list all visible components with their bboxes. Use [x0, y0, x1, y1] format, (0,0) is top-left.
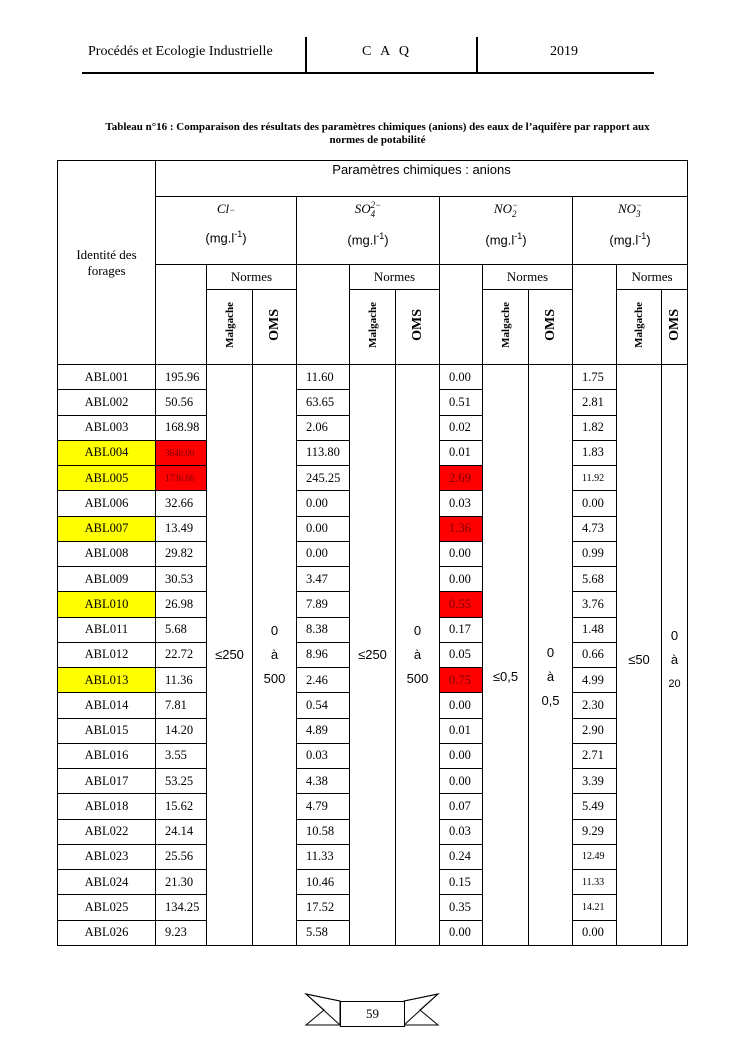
unit-text: (mg.l	[485, 232, 515, 248]
header-center-label: C A Q	[362, 44, 413, 59]
param-header	[573, 197, 688, 265]
oms-norm	[529, 365, 573, 946]
borehole-id: ABL018	[58, 794, 156, 819]
oms-norm-line: 0	[670, 627, 679, 643]
formula-base: NO	[617, 201, 637, 216]
param-formula	[156, 201, 296, 217]
param-header	[440, 197, 573, 265]
no2-value: 0.03	[440, 819, 483, 844]
so4-value: 2.06	[297, 415, 350, 440]
oms-norm-line: 0	[413, 622, 422, 638]
cl-value: 11.36	[156, 668, 207, 693]
cl-value: 195.96	[156, 365, 207, 390]
so4-value: 4.38	[297, 769, 350, 794]
borehole-id: ABL012	[58, 642, 156, 667]
so4-value: 10.46	[297, 870, 350, 895]
borehole-id: ABL010	[58, 592, 156, 617]
no3-value: 0.00	[573, 491, 617, 516]
oms-header	[253, 290, 297, 365]
formula-charge: 2−	[370, 200, 382, 211]
no3-value: 11.33	[573, 870, 617, 895]
unit-text: )	[384, 232, 389, 248]
borehole-id: ABL011	[58, 617, 156, 642]
oms-norm-line: 0	[546, 644, 555, 660]
so4-value: 11.33	[297, 844, 350, 869]
so4-value: 0.54	[297, 693, 350, 718]
malgache-header	[617, 290, 662, 365]
no2-value: 1.36	[440, 516, 483, 541]
cl-value: 168.98	[156, 415, 207, 440]
table-row	[58, 365, 688, 390]
oms-norm	[396, 365, 440, 946]
borehole-id: ABL014	[58, 693, 156, 718]
table-caption: Tableau n°16 : Comparaison des résultats des paramètres chimiques (anions) des eaux de l’aquifère par rapport aux normes de potabilité	[105, 121, 650, 146]
so4-value: 3.47	[297, 567, 350, 592]
no2-value: 0.00	[440, 743, 483, 768]
no2-value: 0.00	[440, 769, 483, 794]
no3-value: 11.92	[573, 466, 617, 491]
malgache-label: Malgache	[633, 302, 645, 348]
param-unit	[156, 229, 296, 245]
cl-value: 7.81	[156, 693, 207, 718]
oms-label: OMS	[542, 309, 558, 341]
param-header	[297, 197, 440, 265]
so4-value: 5.58	[297, 920, 350, 945]
borehole-id: ABL023	[58, 844, 156, 869]
borehole-id: ABL024	[58, 870, 156, 895]
malgache-norm-value: ≤250	[358, 646, 387, 662]
formula-subscript: 3	[636, 209, 641, 220]
formula-subscript: 2	[511, 209, 517, 220]
oms-norm	[662, 365, 688, 946]
no2-value: 2.69	[440, 466, 483, 491]
param-unit	[440, 231, 572, 247]
no2-value: 0.17	[440, 617, 483, 642]
cl-value: 29.82	[156, 541, 207, 566]
no3-value: 4.73	[573, 516, 617, 541]
anions-comparison-table	[57, 160, 688, 946]
no3-value: 1.83	[573, 440, 617, 465]
borehole-id: ABL025	[58, 895, 156, 920]
malgache-norm-value: ≤250	[215, 646, 244, 662]
so4-value: 11.60	[297, 365, 350, 390]
malgache-norm	[207, 365, 253, 946]
so4-value: 10.58	[297, 819, 350, 844]
borehole-id: ABL013	[58, 668, 156, 693]
no3-value: 5.68	[573, 567, 617, 592]
no2-value: 0.00	[440, 567, 483, 592]
param-unit	[573, 231, 687, 247]
id-column-header: Identité des forages	[58, 161, 156, 365]
oms-norm-line: à	[270, 646, 279, 662]
formula-charge: −	[636, 200, 643, 211]
malgache-norm	[617, 365, 662, 946]
no3-value: 12.49	[573, 844, 617, 869]
param-formula	[573, 201, 687, 219]
value-column-header	[297, 265, 350, 365]
oms-label: OMS	[409, 309, 425, 341]
borehole-id: ABL002	[58, 390, 156, 415]
no3-value: 5.49	[573, 794, 617, 819]
so4-value: 17.52	[297, 895, 350, 920]
oms-norm-line: 0	[270, 622, 279, 638]
group-header: Paramètres chimiques : anions	[156, 161, 688, 197]
borehole-id: ABL017	[58, 769, 156, 794]
oms-norm-line: à	[546, 668, 555, 684]
malgache-header	[483, 290, 529, 365]
borehole-id: ABL005	[58, 466, 156, 491]
formula-subscript: 4	[370, 209, 376, 220]
normes-header: Normes	[483, 265, 573, 290]
header-year: 2019	[550, 44, 578, 59]
cl-value: 5.68	[156, 617, 207, 642]
malgache-label: Malgache	[499, 302, 512, 348]
no2-value: 0.07	[440, 794, 483, 819]
malgache-norm	[483, 365, 529, 946]
oms-norm-line: 20	[668, 677, 681, 690]
malgache-label: Malgache	[223, 302, 236, 348]
no2-value: 0.01	[440, 440, 483, 465]
cl-value: 26.98	[156, 592, 207, 617]
param-formula	[440, 201, 572, 219]
no3-value: 0.66	[573, 642, 617, 667]
oms-norm-line: 0,5	[541, 692, 560, 708]
so4-value: 113.80	[297, 440, 350, 465]
so4-value: 7.89	[297, 592, 350, 617]
no3-value: 2.90	[573, 718, 617, 743]
unit-text: (mg.l	[205, 230, 235, 246]
page-number: 59	[340, 1001, 405, 1027]
unit-text: )	[522, 232, 527, 248]
param-unit	[297, 231, 439, 247]
so4-value: 245.25	[297, 466, 350, 491]
no2-value: 0.05	[440, 642, 483, 667]
cl-value: 30.53	[156, 567, 207, 592]
cl-value: 53.25	[156, 769, 207, 794]
cl-value: 3.55	[156, 743, 207, 768]
oms-header	[529, 290, 573, 365]
unit-exponent: -1	[514, 231, 523, 242]
cl-value: 24.14	[156, 819, 207, 844]
no2-value: 0.55	[440, 592, 483, 617]
cl-value: 25.56	[156, 844, 207, 869]
cl-value: 9.23	[156, 920, 207, 945]
no2-value: 0.00	[440, 541, 483, 566]
oms-label: OMS	[666, 309, 682, 341]
unit-text: (mg.l	[347, 232, 377, 248]
no2-value: 0.24	[440, 844, 483, 869]
no3-value: 1.75	[573, 365, 617, 390]
so4-value: 8.96	[297, 642, 350, 667]
formula-charge: −	[229, 204, 236, 215]
normes-header: Normes	[207, 265, 297, 290]
no3-value: 1.48	[573, 617, 617, 642]
no3-value: 14.21	[573, 895, 617, 920]
unit-exponent: -1	[234, 229, 243, 239]
param-formula	[297, 201, 439, 219]
cl-value: 13.49	[156, 516, 207, 541]
borehole-id: ABL015	[58, 718, 156, 743]
oms-norm	[253, 365, 297, 946]
cl-value: 3640.00	[156, 440, 207, 465]
oms-norm-line: à	[670, 651, 679, 667]
formula-base: SO	[354, 201, 371, 216]
borehole-id: ABL008	[58, 541, 156, 566]
borehole-id: ABL026	[58, 920, 156, 945]
no3-value: 1.82	[573, 415, 617, 440]
borehole-id: ABL003	[58, 415, 156, 440]
no3-value: 2.30	[573, 693, 617, 718]
value-column-header	[573, 265, 617, 365]
malgache-header	[207, 290, 253, 365]
cl-value: 21.30	[156, 870, 207, 895]
borehole-id: ABL006	[58, 491, 156, 516]
value-column-header	[440, 265, 483, 365]
no3-value: 0.00	[573, 920, 617, 945]
so4-value: 0.00	[297, 491, 350, 516]
unit-text: )	[646, 232, 651, 248]
no2-value: 0.35	[440, 895, 483, 920]
borehole-id: ABL016	[58, 743, 156, 768]
oms-label: OMS	[266, 309, 282, 341]
borehole-id: ABL001	[58, 365, 156, 390]
borehole-id: ABL022	[58, 819, 156, 844]
cl-value: 32.66	[156, 491, 207, 516]
normes-header: Normes	[350, 265, 440, 290]
unit-exponent: -1	[638, 231, 647, 242]
cl-value: 15.62	[156, 794, 207, 819]
so4-value: 4.79	[297, 794, 350, 819]
cl-value: 134.25	[156, 895, 207, 920]
borehole-id: ABL004	[58, 440, 156, 465]
no2-value: 0.02	[440, 415, 483, 440]
oms-header	[662, 290, 688, 365]
no3-value: 2.71	[573, 743, 617, 768]
no3-value: 0.99	[573, 541, 617, 566]
so4-value: 8.38	[297, 617, 350, 642]
oms-norm-line: 500	[263, 670, 286, 686]
malgache-header	[350, 290, 396, 365]
so4-value: 63.65	[297, 390, 350, 415]
so4-value: 0.00	[297, 516, 350, 541]
no2-value: 0.15	[440, 870, 483, 895]
formula-base: NO	[493, 201, 512, 216]
malgache-label: Malgache	[366, 302, 379, 348]
header-rule	[82, 72, 654, 74]
header-course-title: Procédés et Ecologie Industrielle	[88, 44, 273, 59]
oms-header	[396, 290, 440, 365]
no2-value: 0.03	[440, 491, 483, 516]
cl-value: 14.20	[156, 718, 207, 743]
so4-value: 0.00	[297, 541, 350, 566]
no2-value: 0.00	[440, 693, 483, 718]
unit-exponent: -1	[376, 231, 385, 242]
no3-value: 9.29	[573, 819, 617, 844]
malgache-norm-value: ≤50	[628, 651, 650, 667]
borehole-id: ABL007	[58, 516, 156, 541]
formula-charge: −	[511, 200, 519, 211]
no3-value: 3.39	[573, 769, 617, 794]
cl-value: 22.72	[156, 642, 207, 667]
malgache-norm	[350, 365, 396, 946]
header-divider	[476, 37, 478, 73]
no2-value: 0.75	[440, 668, 483, 693]
no2-value: 0.01	[440, 718, 483, 743]
borehole-id: ABL009	[58, 567, 156, 592]
no3-value: 2.81	[573, 390, 617, 415]
no3-value: 3.76	[573, 592, 617, 617]
oms-norm-line: 500	[406, 670, 429, 686]
normes-header: Normes	[617, 265, 688, 290]
param-header	[156, 197, 297, 265]
value-column-header	[156, 265, 207, 365]
formula-base: Cl	[216, 201, 230, 216]
no3-value: 4.99	[573, 668, 617, 693]
header-divider	[305, 37, 307, 73]
oms-norm-line: à	[413, 646, 422, 662]
no2-value: 0.00	[440, 365, 483, 390]
unit-text: (mg.l	[609, 232, 639, 248]
no2-value: 0.00	[440, 920, 483, 945]
so4-value: 2.46	[297, 668, 350, 693]
cl-value: 50.56	[156, 390, 207, 415]
no2-value: 0.51	[440, 390, 483, 415]
unit-text: )	[242, 230, 247, 246]
so4-value: 4.89	[297, 718, 350, 743]
malgache-norm-value: ≤0,5	[492, 668, 519, 684]
cl-value: 1736.66	[156, 466, 207, 491]
so4-value: 0.03	[297, 743, 350, 768]
